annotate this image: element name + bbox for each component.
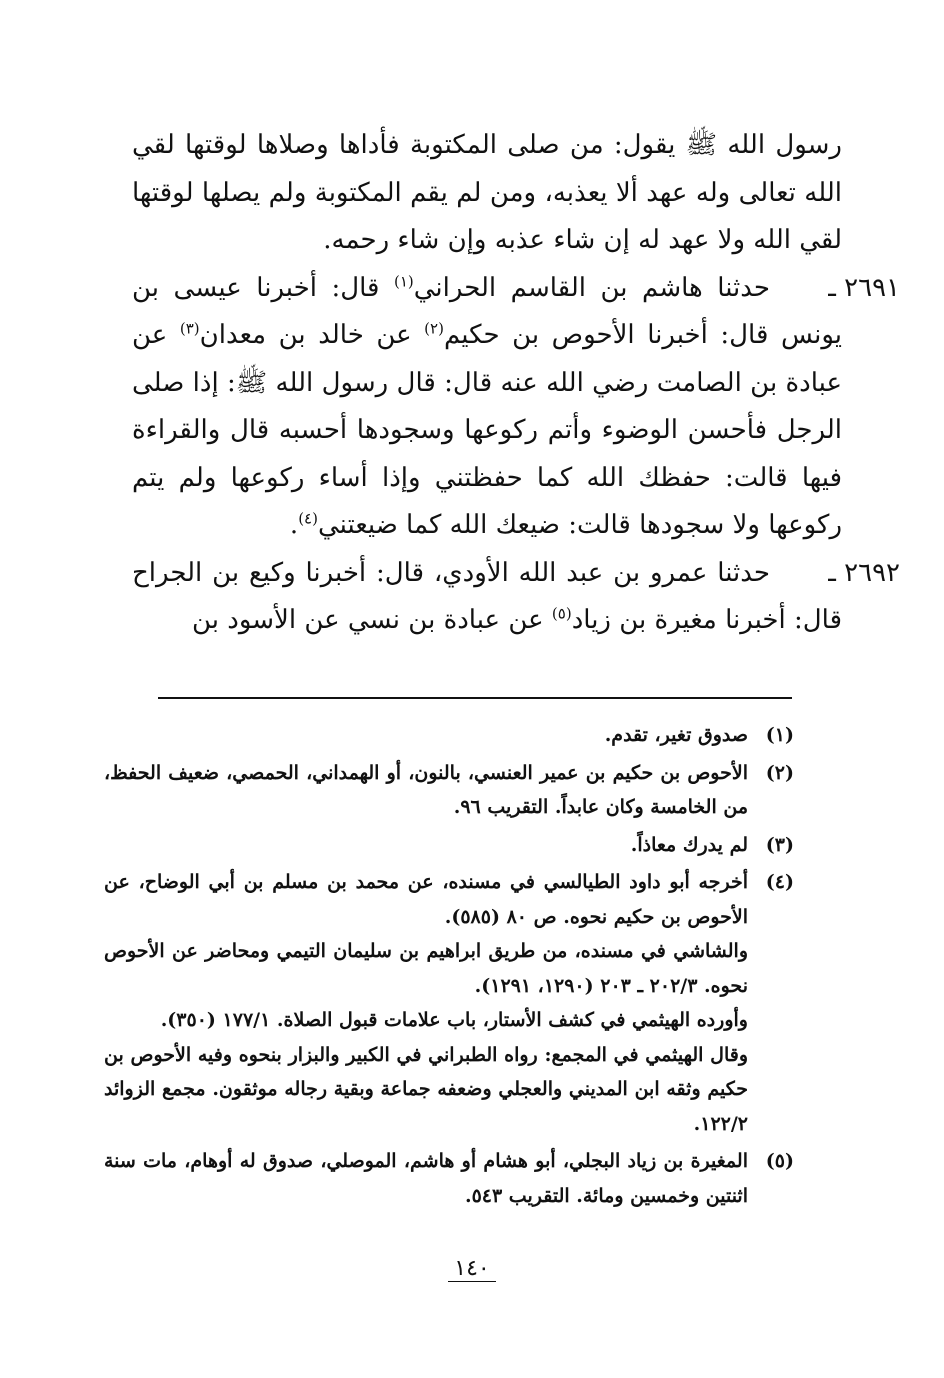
hadith-2692	[132, 550, 900, 645]
hadith-text	[132, 550, 842, 645]
intro-paragraph: رسول الله ﷺ يقول: من صلى المكتوبة فأداها وصلاها لوقتها لقي الله تعالى وله عهد ألا يعذبه، ومن لم يقم المكتوبة ولم يصلها لوقتها لقي الله ولا عهد له إن شاء عذبه وإن شاء رحمه.	[132, 130, 842, 255]
footnote-5	[104, 1144, 794, 1213]
footnote-text: الأحوص بن حكيم بن عمير العنسي، بالنون، أو الهمداني، الحمصي، ضعيف الحفظ، من الخامسة وكان عابداً. التقريب ٩٦.	[104, 761, 748, 818]
footnote-label: (٢)	[765, 761, 794, 784]
footnote-text: أخرجه أبو داود الطيالسي في مسنده، عن محمد بن مسلم بن أبي الوضاح، عن الأحوص بن حكيم نحوه. ص ٨٠ (٥٨٥).	[104, 871, 748, 928]
footnote-ref: (٤)	[298, 509, 318, 528]
footnote-text: صدوق تغير، تقدم.	[604, 724, 748, 746]
footnote-divider	[158, 697, 792, 699]
footnote-label: (٥)	[765, 1150, 794, 1172]
hadith-text-part: عن عبادة بن نسي عن الأسود بن	[191, 605, 552, 635]
hadith-text	[132, 265, 842, 550]
footnote-1	[104, 718, 794, 753]
page-number	[0, 1256, 944, 1281]
hadith-text-part: .	[289, 510, 299, 540]
footnote-text: وقال الهيثمي في المجمع: رواه الطبراني في الكبير والبزار بنحوه وفيه الأحوص بن حكيم وثقه ابن المديني والعجلي وضعفه جماعة وبقية رجاله موثقون. مجمع الزوائد ١٢٢/٢.	[104, 1043, 748, 1135]
hadith-text-part: عن عبادة بن الصامت رضي الله عنه قال: قال رسول الله ﷺ: إذا صلى الرجل فأحسن الوضوء وأتم ركوعها وسجودها أحسبه قال والقراءة فيها قالت: حفظك الله كما حفظتني وإذا أساء ركوعها ولم يتم ركوعها ولا سجودها قالت: ضيعك الله كما ضيعتني	[132, 320, 842, 540]
footnote-ref: (١)	[393, 271, 414, 290]
hadith-2691	[132, 265, 900, 550]
footnote-ref: (٥)	[551, 604, 572, 623]
hadith-number: ٢٦٩١ ـ	[828, 272, 900, 303]
footnote-text: المغيرة بن زياد البجلي، أبو هشام أو هاشم، الموصلي، صدوق له أوهام، مات سنة اثنتين وخمسين ومائة. التقريب ٥٤٣.	[104, 1150, 748, 1207]
footnote-label: (١)	[765, 724, 794, 746]
footnote-ref: (٣)	[179, 319, 200, 338]
hadith-text-part: قال: أخبرنا عيسى بن يونس قال: أخبرنا الأحوص بن حكيم	[132, 272, 842, 350]
footnote-text: وأورده الهيثمي في كشف الأستار، باب علامات قبول الصلاة. ١٧٧/١ (٣٥٠).	[160, 1009, 748, 1031]
page-number-text: ١٤٠	[448, 1256, 495, 1282]
hadith-text-part: عن خالد بن معدان	[199, 320, 425, 350]
footnote-4	[104, 865, 794, 1141]
hadith-text-part: حدثنا هاشم بن القاسم الحراني	[413, 272, 770, 303]
hadith-number: ٢٦٩٢ ـ	[828, 557, 900, 588]
main-text	[132, 122, 900, 645]
footnote-3	[104, 828, 794, 863]
footnote-label: (٤)	[765, 871, 794, 893]
footnote-text: والشاشي في مسنده، من طريق ابراهيم بن سليمان التيمي ومحاضر عن الأحوص نحوه. ٢٠٢/٣ ـ ٢٠٣ (١٢٩٠، ١٢٩١).	[104, 940, 748, 997]
hadith-text-part: حدثنا عمرو بن عبد الله الأودي، قال: أخبرنا وكيع بن الجراح قال: أخبرنا مغيرة بن زياد	[132, 557, 842, 635]
footnotes	[104, 718, 794, 1216]
footnote-text: لم يدرك معاذاً.	[630, 833, 748, 856]
footnote-2	[104, 756, 794, 825]
footnote-label: (٣)	[765, 833, 794, 856]
footnote-ref: (٢)	[424, 319, 444, 338]
